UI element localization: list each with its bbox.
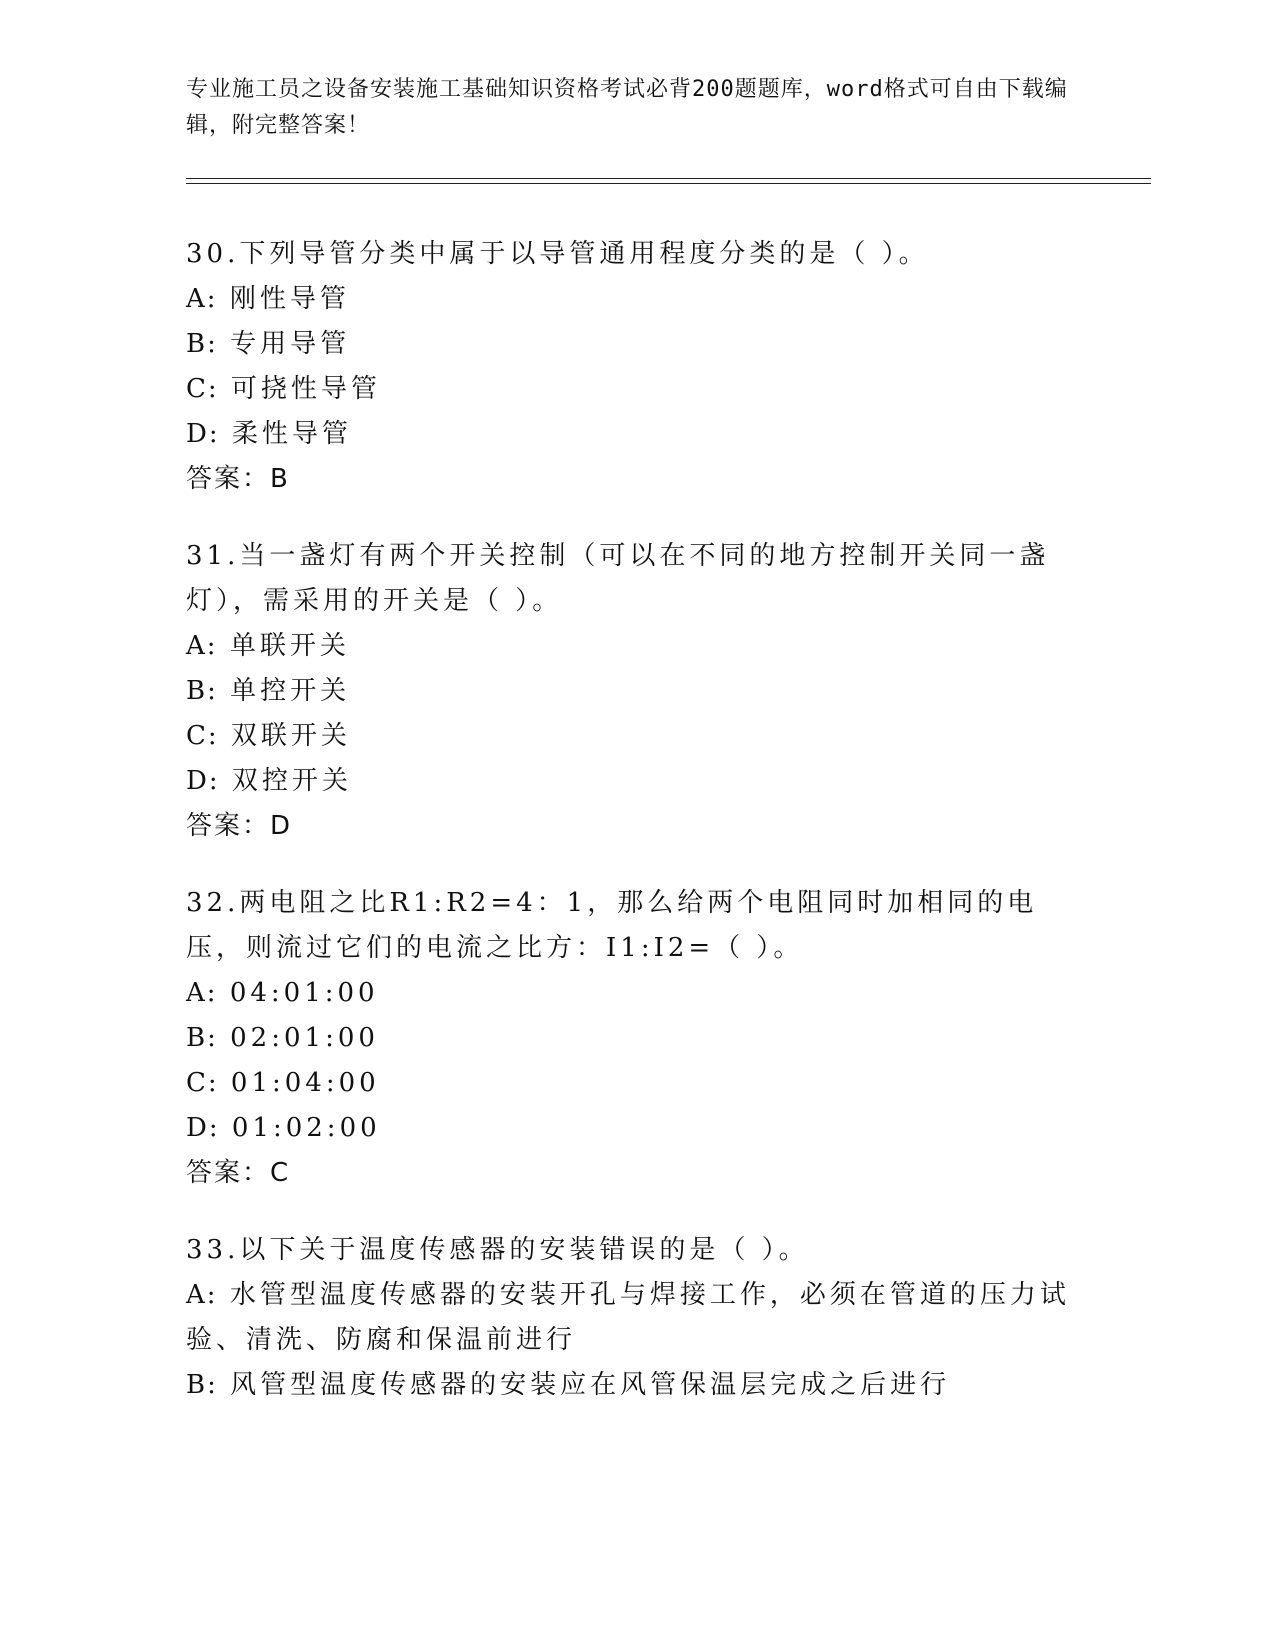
question-stem: 31.当一盏灯有两个开关控制（可以在不同的地方控制开关同一盏灯），需采用的开关是（ ）。 bbox=[186, 541, 1050, 616]
option-d: D: 01:02:00 bbox=[186, 1113, 381, 1143]
option-d: D: 双控开关 bbox=[186, 766, 352, 796]
option-a: A: 单联开关 bbox=[186, 631, 350, 661]
option-c: C: 双联开关 bbox=[186, 721, 351, 751]
question-30 bbox=[186, 232, 1086, 502]
option-a: A: 04:01:00 bbox=[186, 978, 379, 1008]
question-stem: 32.两电阻之比R1:R2=4：1，那么给两个电阻同时加相同的电压，则流过它们的电流之比方：I1:I2=（ ）。 bbox=[186, 888, 1038, 963]
answer-text: 答案：C bbox=[186, 1158, 291, 1188]
answer-text: 答案：B bbox=[186, 464, 290, 494]
option-d: D: 柔性导管 bbox=[186, 419, 352, 449]
document-header bbox=[186, 72, 1076, 144]
option-b: B: 单控开关 bbox=[186, 676, 351, 706]
header-text: 专业施工员之设备安装施工基础知识资格考试必背200题题库，word格式可自由下载编辑，附完整答案！ bbox=[186, 77, 1068, 138]
option-a: A: 刚性导管 bbox=[186, 284, 350, 314]
header-divider-bottom bbox=[186, 183, 1151, 184]
question-list bbox=[186, 232, 1086, 1440]
option-a: A: 水管型温度传感器的安装开孔与焊接工作，必须在管道的压力试验、清洗、防腐和保温前进行 bbox=[186, 1280, 1070, 1355]
header-divider-top bbox=[186, 178, 1151, 179]
option-b: B: 专用导管 bbox=[186, 329, 351, 359]
question-31 bbox=[186, 534, 1086, 849]
option-c: C: 01:04:00 bbox=[186, 1068, 380, 1098]
option-c: C: 可挠性导管 bbox=[186, 374, 381, 404]
option-b: B: 02:01:00 bbox=[186, 1023, 379, 1053]
question-stem: 33.以下关于温度传感器的安装错误的是（ ）。 bbox=[186, 1235, 809, 1265]
answer-text: 答案：D bbox=[186, 811, 293, 841]
question-stem: 30.下列导管分类中属于以导管通用程度分类的是（ ）。 bbox=[186, 239, 929, 269]
option-b: B: 风管型温度传感器的安装应在风管保温层完成之后进行 bbox=[186, 1370, 951, 1400]
question-33 bbox=[186, 1228, 1086, 1408]
question-32 bbox=[186, 881, 1086, 1196]
